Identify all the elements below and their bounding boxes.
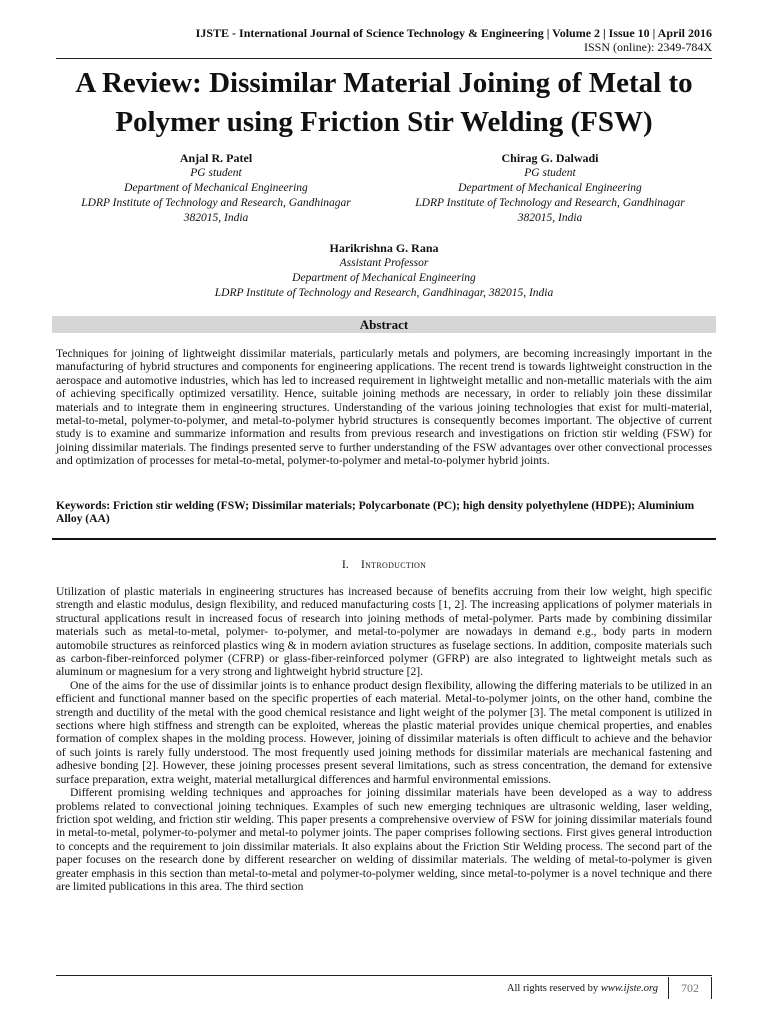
journal-header [196, 26, 712, 54]
author-institute: LDRP Institute of Technology and Research, Gandhinagar [81, 197, 351, 209]
author-institute: LDRP Institute of Technology and Research, Gandhinagar, 382015, India [214, 287, 554, 299]
author-block-3 [56, 241, 712, 301]
author-block-1 [56, 151, 376, 226]
footer-link[interactable]: www.ijste.org [600, 983, 658, 994]
author-department: Department of Mechanical Engineering [124, 182, 308, 194]
author-role: PG student [524, 167, 576, 179]
author-department: Department of Mechanical Engineering [292, 272, 476, 284]
author-location: 382015, India [517, 212, 583, 224]
section-number: I. [341, 557, 349, 571]
abstract-text: Techniques for joining of lightweight dissimilar materials, particularly metals and polymers, are becoming increasingly important in the manufacturing of hybrid structures and components for engineering applications. The recent trend is towards lightweight construction in the aerospace and automotive industries, which has led to increased requirement in lightweight metallic and non-metallic materials with the aim of achieving specifically optimized versatility. Hence, suitable joining methods are necessary, in order to reliably join these dissimilar materials and to integrate them in engineering structures. Understanding of the various joining technologies that exist for multi-material, metal-to-metal, polymer-to-polymer, and metal-to-polymer hybrid structures is consequently becomes important. The objective of current study is to examine and summarize information and results from previous research and investigations on friction stir welding (FSW) for joining dissimilar materials. The findings presented serve to further understanding of the FSW advantages over other convectional processes and optimization of processes for metal-to-metal, polymer-to-polymer and metal-to-polymer hybrid joints. [56, 347, 712, 468]
rights-text: All rights reserved by [506, 983, 599, 994]
footer-divider [56, 975, 712, 976]
paragraph: Different promising welding techniques and approaches for joining dissimilar materials have been developed as a way to address problems related to convectional joining techniques. Examples of such new emerging techniques are ultrasonic welding, laser welding, friction spot welding, and friction stir welding. This paper presents a comprehensive overview of FSW for joining dissimilar materials found in metal-to-metal, polymer-to-polymer and metal-to polymer joints. The paper comprises following sections. First gives general introduction to concepts and the requirement to join dissimilar materials. It also explains about the Friction Stir Welding process. The second part of the paper focuses on the research done by different researcher on welding of dissimilar materials. The welding of metal-to-polymer is given greater emphasis in this section than metal-to-metal and polymer-to-polymer welding, since metal-to-polymer is a novel technique and there are limited publications in this area. The third section [56, 786, 712, 893]
section-divider [52, 538, 716, 540]
author-block-2 [390, 151, 710, 226]
paper-title: A Review: Dissimilar Material Joining of Metal to Polymer using Friction Stir Welding (FSW) [75, 67, 693, 138]
author-role: Assistant Professor [339, 257, 429, 269]
page-number: 702 [668, 977, 712, 999]
author-department: Department of Mechanical Engineering [458, 182, 642, 194]
journal-title: IJSTE - International Journal of Science Technology & Engineering | Volume 2 | Issue 10 | April 2016 [195, 26, 712, 40]
author-role: PG student [190, 167, 242, 179]
issn: ISSN (online): 2349-784X [584, 40, 712, 54]
section-title: Introduction [360, 557, 427, 571]
header-divider [56, 58, 712, 59]
introduction-body [56, 585, 712, 893]
abstract-heading: Abstract [52, 316, 716, 333]
author-institute: LDRP Institute of Technology and Research, Gandhinagar [415, 197, 685, 209]
footer-rights [507, 983, 658, 994]
author-name: Chirag G. Dalwadi [501, 151, 599, 165]
paragraph: One of the aims for the use of dissimilar joints is to enhance product design flexibility, allowing the differing materials to be utilized in an efficient and functional manner based on the specific properties of each material. Metal-to-polymer joints, on the other hand, combine the strength and ductility of the metal with the good chemical resistance and light weight of the polymer [3]. The metal component is utilized in sections where high stiffness and strength can be exploited, whereas the plastic material provides unique chemical properties, and enables formation of complex shapes in the molding process. However, joining of dissimilar materials is often difficult to achieve and the behavior of such joints is rarely fully understood. The most frequently used joining methods for dissimilar materials are mechanical fastening and adhesive bonding [2]. However, these joining processes present several limitations, such as stress concentration, the demand for extensive surface preparation, extra weight, material metallurgical differences and harmful environmental emissions. [56, 678, 712, 786]
paragraph: Utilization of plastic materials in engineering structures has increased because of benefits accruing from their low weight, high specific strength and elastic modulus, design flexibility, and reduced manufacturing costs [1, 2]. The increasing applications of polymer materials in structural applications result in increased focus of research into joining methods of metal-polymer. Parts made by combining dissimilar materials such as metal-to-metal, polymer- to-polymer, and metal-to-polymer are nowadays in demand e.g., body parts in modern automobile structures as reinforced plastics wing & in modern aviation structures as fuselage sections. In addition, composite materials such as carbon-fiber-reinforced polymer (CFRP) or glass-fiber-reinforced polymer (GFRP) are also integrated to lightweight metals such as aluminum or magnesium for a very strong and lightweight hybrid structure [2]. [56, 585, 712, 679]
keywords: Keywords: Friction stir welding (FSW; Dissimilar materials; Polycarbonate (PC); high density polyethylene (HDPE); Aluminium Alloy (AA) [56, 499, 695, 526]
section-heading [0, 557, 768, 572]
author-name: Harikrishna G. Rana [329, 241, 439, 255]
author-name: Anjal R. Patel [179, 151, 253, 165]
author-location: 382015, India [183, 212, 249, 224]
